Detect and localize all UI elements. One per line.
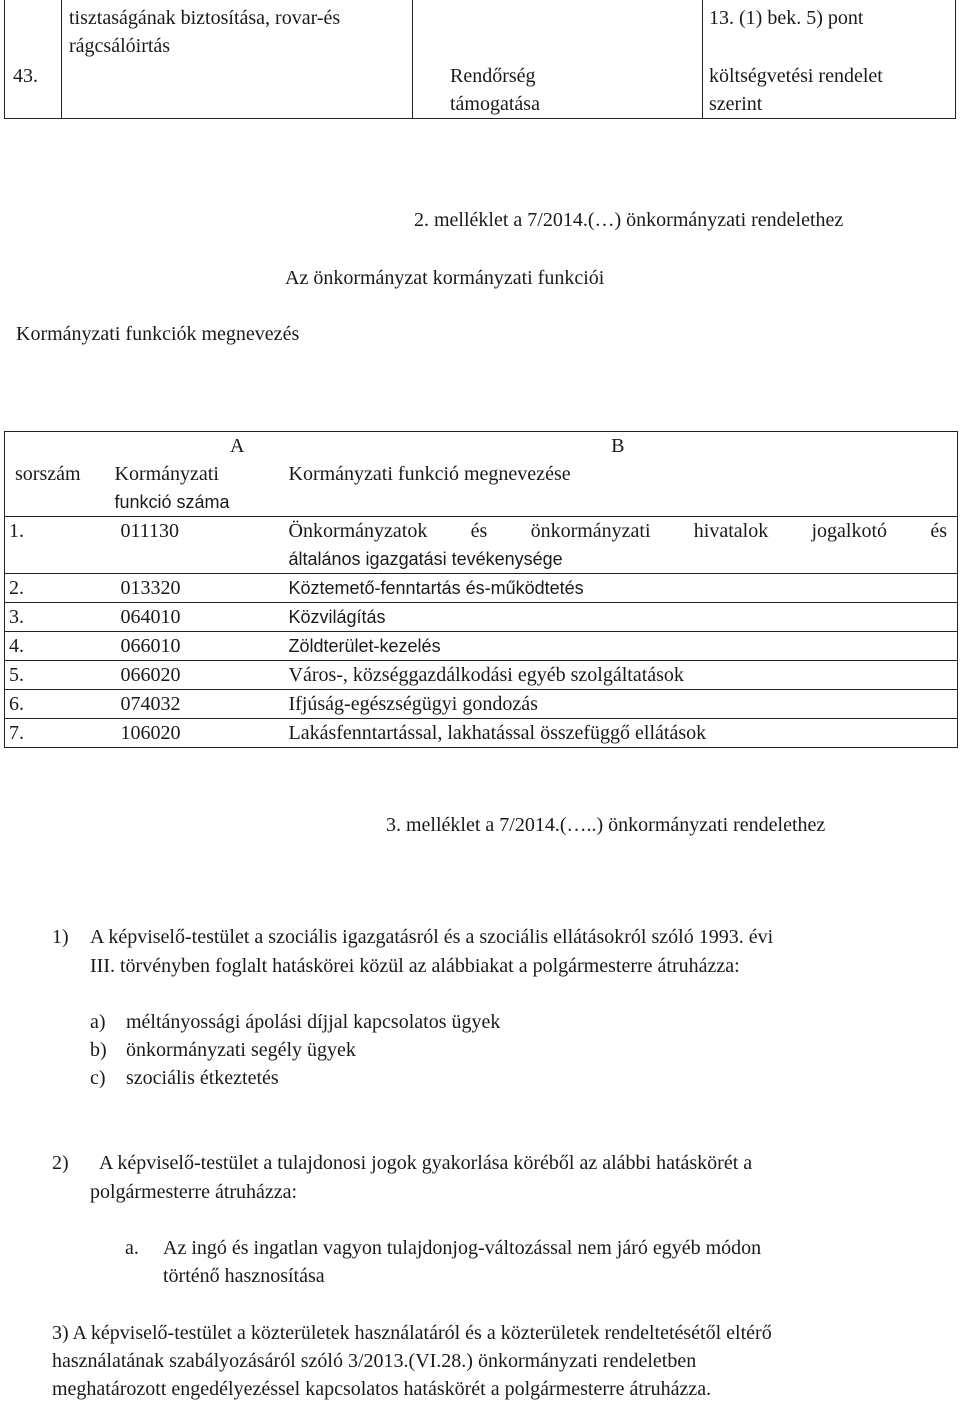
table-row xyxy=(5,719,958,748)
column-letter-a: A xyxy=(111,432,279,461)
list-item-marker: b) xyxy=(90,1039,107,1061)
row2-reference-line2: szerint xyxy=(709,93,763,115)
paragraph-1-number: 1) xyxy=(52,926,69,948)
paragraph-1-line2: III. törvényben foglalt hatáskörei közül az alábbiakat a polgármesterre átruházza: xyxy=(90,955,740,977)
row-number: 2. xyxy=(5,574,111,603)
word: jogalkotó xyxy=(811,520,888,542)
table-row xyxy=(5,690,958,719)
row-function-name: Köztemető-fenntartás és-működtetés xyxy=(279,574,958,603)
paragraph-2-item-marker: a. xyxy=(125,1237,139,1259)
row2-number: 43. xyxy=(13,65,38,87)
paragraph-3-line1: 3) A képviselő-testület a közterületek használatáról és a közterületek rendeltetésétől eltérő xyxy=(52,1322,772,1344)
table-row xyxy=(5,632,958,661)
row-number: 6. xyxy=(5,690,111,719)
row2-description xyxy=(450,62,540,118)
row1-legal-reference: 13. (1) bek. 5) pont xyxy=(709,7,864,29)
row-function-name-line1 xyxy=(289,517,948,545)
table-header xyxy=(5,460,958,517)
word: Önkormányzatok xyxy=(288,520,428,542)
row2-reference-line1: költségvetési rendelet xyxy=(709,65,883,87)
row-function-code: 011130 xyxy=(111,517,279,574)
table-row xyxy=(5,603,958,632)
row-function-code: 074032 xyxy=(111,690,279,719)
paragraph-2-line1: A képviselő-testület a tulajdonosi jogok gyakorlása köréből az alábbi hatáskörét a xyxy=(99,1152,753,1174)
government-functions-table xyxy=(4,431,958,748)
row-number: 5. xyxy=(5,661,111,690)
list-item-text: önkormányzati segély ügyek xyxy=(126,1039,356,1061)
table-row xyxy=(5,661,958,690)
row-function-name: Lakásfenntartással, lakhatással összefüggő ellátások xyxy=(279,719,958,748)
header-function-name: Kormányzati funkció megnevezése xyxy=(279,460,958,517)
word: és xyxy=(930,520,947,542)
paragraph-2-item-line2: történő hasznosítása xyxy=(163,1265,325,1287)
column-divider xyxy=(61,0,62,118)
row-function-code: 013320 xyxy=(111,574,279,603)
paragraph-1-line1: A képviselő-testület a szociális igazgatásról és a szociális ellátásokról szóló 1993. évi xyxy=(90,926,774,948)
row2-legal-reference xyxy=(709,62,883,118)
table-header-letters xyxy=(5,432,958,461)
header-function-number-line1: Kormányzati xyxy=(114,463,219,485)
row-function-code: 106020 xyxy=(111,719,279,748)
row1-description xyxy=(69,4,340,60)
row1-description-line2: rágcsálóirtás xyxy=(69,35,171,57)
paragraph-2-line2: polgármesterre átruházza: xyxy=(90,1181,298,1203)
row2-description-line2: támogatása xyxy=(450,93,540,115)
row-function-code: 066020 xyxy=(111,661,279,690)
row-function-code: 064010 xyxy=(111,603,279,632)
row-function-name-line2: általános igazgatási tevékenysége xyxy=(288,549,563,569)
row1-description-line1: tisztaságának biztosítása, rovar-és xyxy=(69,7,341,29)
column-divider xyxy=(702,0,703,118)
row-function-name: Közvilágítás xyxy=(279,603,958,632)
row-function-code: 066010 xyxy=(111,632,279,661)
header-function-number xyxy=(111,460,279,517)
list-item-marker: c) xyxy=(90,1067,106,1089)
word: hivatalok xyxy=(693,520,769,542)
column-letter-b: B xyxy=(279,432,958,461)
previous-table-fragment xyxy=(4,0,956,119)
row-number: 1. xyxy=(5,517,111,574)
paragraph-2-number: 2) xyxy=(52,1152,69,1174)
row-function-name: Város-, községgazdálkodási egyéb szolgáltatások xyxy=(279,661,958,690)
word: és xyxy=(470,520,488,542)
header-function-number-line2: funkció száma xyxy=(114,492,230,512)
annex3-heading: 3. melléklet a 7/2014.(…..) önkormányzati rendelethez xyxy=(386,814,826,836)
row-function-name: Zöldterület-kezelés xyxy=(279,632,958,661)
list-item-text: szociális étkeztetés xyxy=(126,1067,279,1089)
paragraph-2-item-line1: Az ingó és ingatlan vagyon tulajdonjog-változással nem járó egyéb módon xyxy=(163,1237,762,1259)
row-number: 3. xyxy=(5,603,111,632)
row-number: 4. xyxy=(5,632,111,661)
row-function-name xyxy=(279,517,958,574)
annex2-title: Az önkormányzat kormányzati funkciói xyxy=(285,267,605,289)
annex2-heading: 2. melléklet a 7/2014.(…) önkormányzati rendelethez xyxy=(414,209,844,231)
row-number: 7. xyxy=(5,719,111,748)
column-divider xyxy=(412,0,413,118)
annex2-subtitle: Kormányzati funkciók megnevezés xyxy=(16,323,300,345)
word: önkormányzati xyxy=(530,520,651,542)
list-item-text: méltányossági ápolási díjjal kapcsolatos ügyek xyxy=(126,1011,501,1033)
paragraph-3-line3: meghatározott engedélyezéssel kapcsolatos hatáskörét a polgármesterre átruházza. xyxy=(52,1378,712,1400)
list-item-marker: a) xyxy=(90,1011,106,1033)
header-sorszam: sorszám xyxy=(5,460,111,517)
table-row xyxy=(5,517,958,574)
table-row xyxy=(5,574,958,603)
row2-description-line1: Rendőrség xyxy=(450,65,536,87)
row-function-name: Ifjúság-egészségügyi gondozás xyxy=(279,690,958,719)
paragraph-3-line2: használatának szabályozásáról szóló 3/2013.(VI.28.) önkormányzati rendeletben xyxy=(52,1350,697,1372)
